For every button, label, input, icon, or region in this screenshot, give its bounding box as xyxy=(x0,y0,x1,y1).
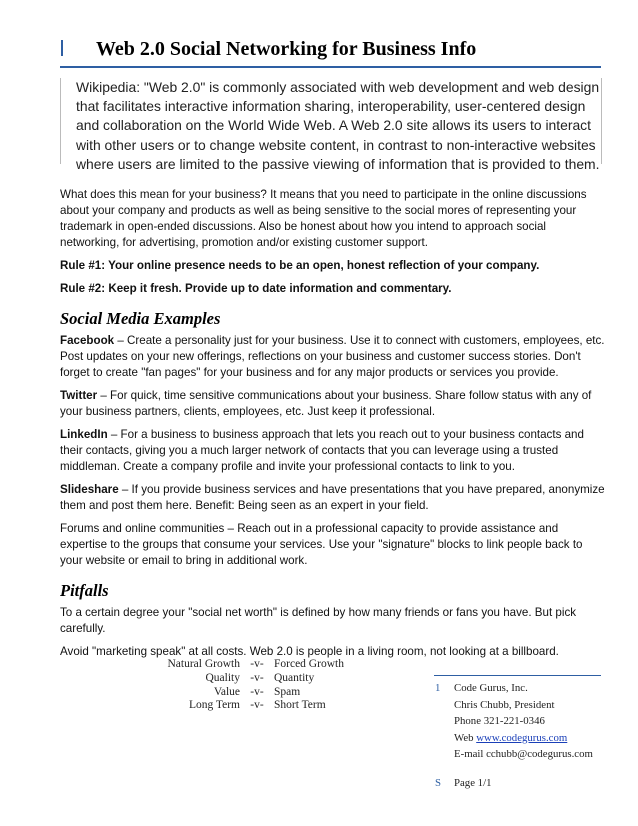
pitfalls-paragraph-1: To a certain degree your "social net worth" is defined by how many friends or fans you have. But pick carefully. xyxy=(60,606,577,635)
title-row xyxy=(60,36,600,64)
versus-left: Natural Growth xyxy=(167,658,240,670)
versus-right: Forced Growth xyxy=(274,658,344,670)
slideshare-label: Slideshare xyxy=(60,483,119,496)
page-title: Web 2.0 Social Networking for Business Info xyxy=(96,38,477,60)
versus-right: Quantity xyxy=(274,671,315,684)
versus-separator: -v- xyxy=(250,699,264,712)
facebook-paragraph xyxy=(60,333,605,381)
versus-separator: -v- xyxy=(250,658,264,670)
versus-table xyxy=(150,658,364,713)
contact-company-line xyxy=(434,680,609,697)
social-media-heading: Social Media Examples xyxy=(60,309,221,328)
pitfalls-paragraph-2: Avoid "marketing speak" at all costs. Web 2.0 is people in a living room, not looking at a billboard. xyxy=(60,645,559,658)
linkedin-text: – For a business to business approach that lets you reach out to your business contacts and their contacts, giving you a much larger network of contacts that you can leverage using a trusted middleman. Create a company profile and invite your professional contacts to link to you. xyxy=(60,428,584,473)
versus-row xyxy=(150,699,364,713)
contact-block xyxy=(434,680,609,763)
versus-right: Short Term xyxy=(274,699,326,712)
linkedin-paragraph xyxy=(60,427,605,475)
rule-1: Rule #1: Your online presence needs to be an open, honest reflection of your company. xyxy=(60,259,540,272)
contact-divider xyxy=(434,675,601,676)
title-divider xyxy=(60,66,601,68)
twitter-text: – For quick, time sensitive communications about your business. Share follow status with any of your business partners, clients, employees, etc. Just keep it professional. xyxy=(60,389,592,418)
contact-web-link[interactable]: www.codegurus.com xyxy=(476,731,568,744)
versus-left: Value xyxy=(213,685,240,698)
versus-left: Quality xyxy=(205,671,240,684)
intro-paragraph: What does this mean for your business? It means that you need to participate in the online discussions about your company and products as well as being sensitive to the social mores of representing your trademark in open-ended discussions. Also be honest about how you intend to approach social networking, for advertising, promotion and/or existing customer support. xyxy=(60,188,587,249)
forums-paragraph: Forums and online communities – Reach out in a professional capacity to provide assistance and expertise to the groups that consume your services. Use your "signature" blocks to link people back to your website or email to bring in additional work. xyxy=(60,522,583,567)
contact-web-line xyxy=(434,730,609,747)
contact-email: E-mail cchubb@codegurus.com xyxy=(454,748,593,760)
slideshare-text: – If you provide business services and have presentations that you have prepared, anonymize them and post them here. Benefit: Being seen as an expert in your field. xyxy=(60,483,605,512)
contact-person: Chris Chubb, President xyxy=(454,698,555,711)
twitter-label: Twitter xyxy=(60,389,98,402)
linkedin-label: LinkedIn xyxy=(60,428,108,441)
rule-2: Rule #2: Keep it fresh. Provide up to date information and commentary. xyxy=(60,282,452,295)
facebook-text: – Create a personality just for your business. Use it to connect with customers, employees, etc. Post updates on your new offerings, reflections on your business and customer success stories. Don't forget to create "fan pages" for your business and for any major products or services you provide. xyxy=(60,334,605,379)
versus-row xyxy=(150,672,364,686)
contact-phone: Phone 321-221-0346 xyxy=(454,715,545,727)
versus-left: Long Term xyxy=(188,699,240,712)
versus-row xyxy=(150,686,364,700)
twitter-paragraph xyxy=(60,388,605,420)
versus-separator: -v- xyxy=(250,685,264,698)
contact-marker: 1 xyxy=(435,682,441,694)
pitfalls-heading: Pitfalls xyxy=(60,581,109,600)
footer-marker: S xyxy=(435,777,442,789)
wikipedia-quote xyxy=(60,78,602,172)
quote-text: Wikipedia: "Web 2.0" is commonly associated with web development and web design that facilitates interactive information sharing, interoperability, user-centered design and collaboration on the World Wide Web. A Web 2.0 site allows its users to interact with other users or to change website content, in contrast to non-interactive websites where users are limited to the passive viewing of information that is provided to them. xyxy=(76,79,600,172)
versus-right: Spam xyxy=(274,685,301,698)
page-number: Page 1/1 xyxy=(454,777,492,789)
facebook-label: Facebook xyxy=(60,334,115,347)
versus-separator: -v- xyxy=(250,671,264,684)
title-accent-bar xyxy=(61,40,63,56)
slideshare-paragraph xyxy=(60,482,605,514)
document-body xyxy=(60,187,605,667)
contact-web-label: Web xyxy=(454,731,477,744)
page-number-line xyxy=(434,775,629,791)
versus-row xyxy=(150,658,364,672)
contact-company: Code Gurus, Inc. xyxy=(454,682,528,694)
